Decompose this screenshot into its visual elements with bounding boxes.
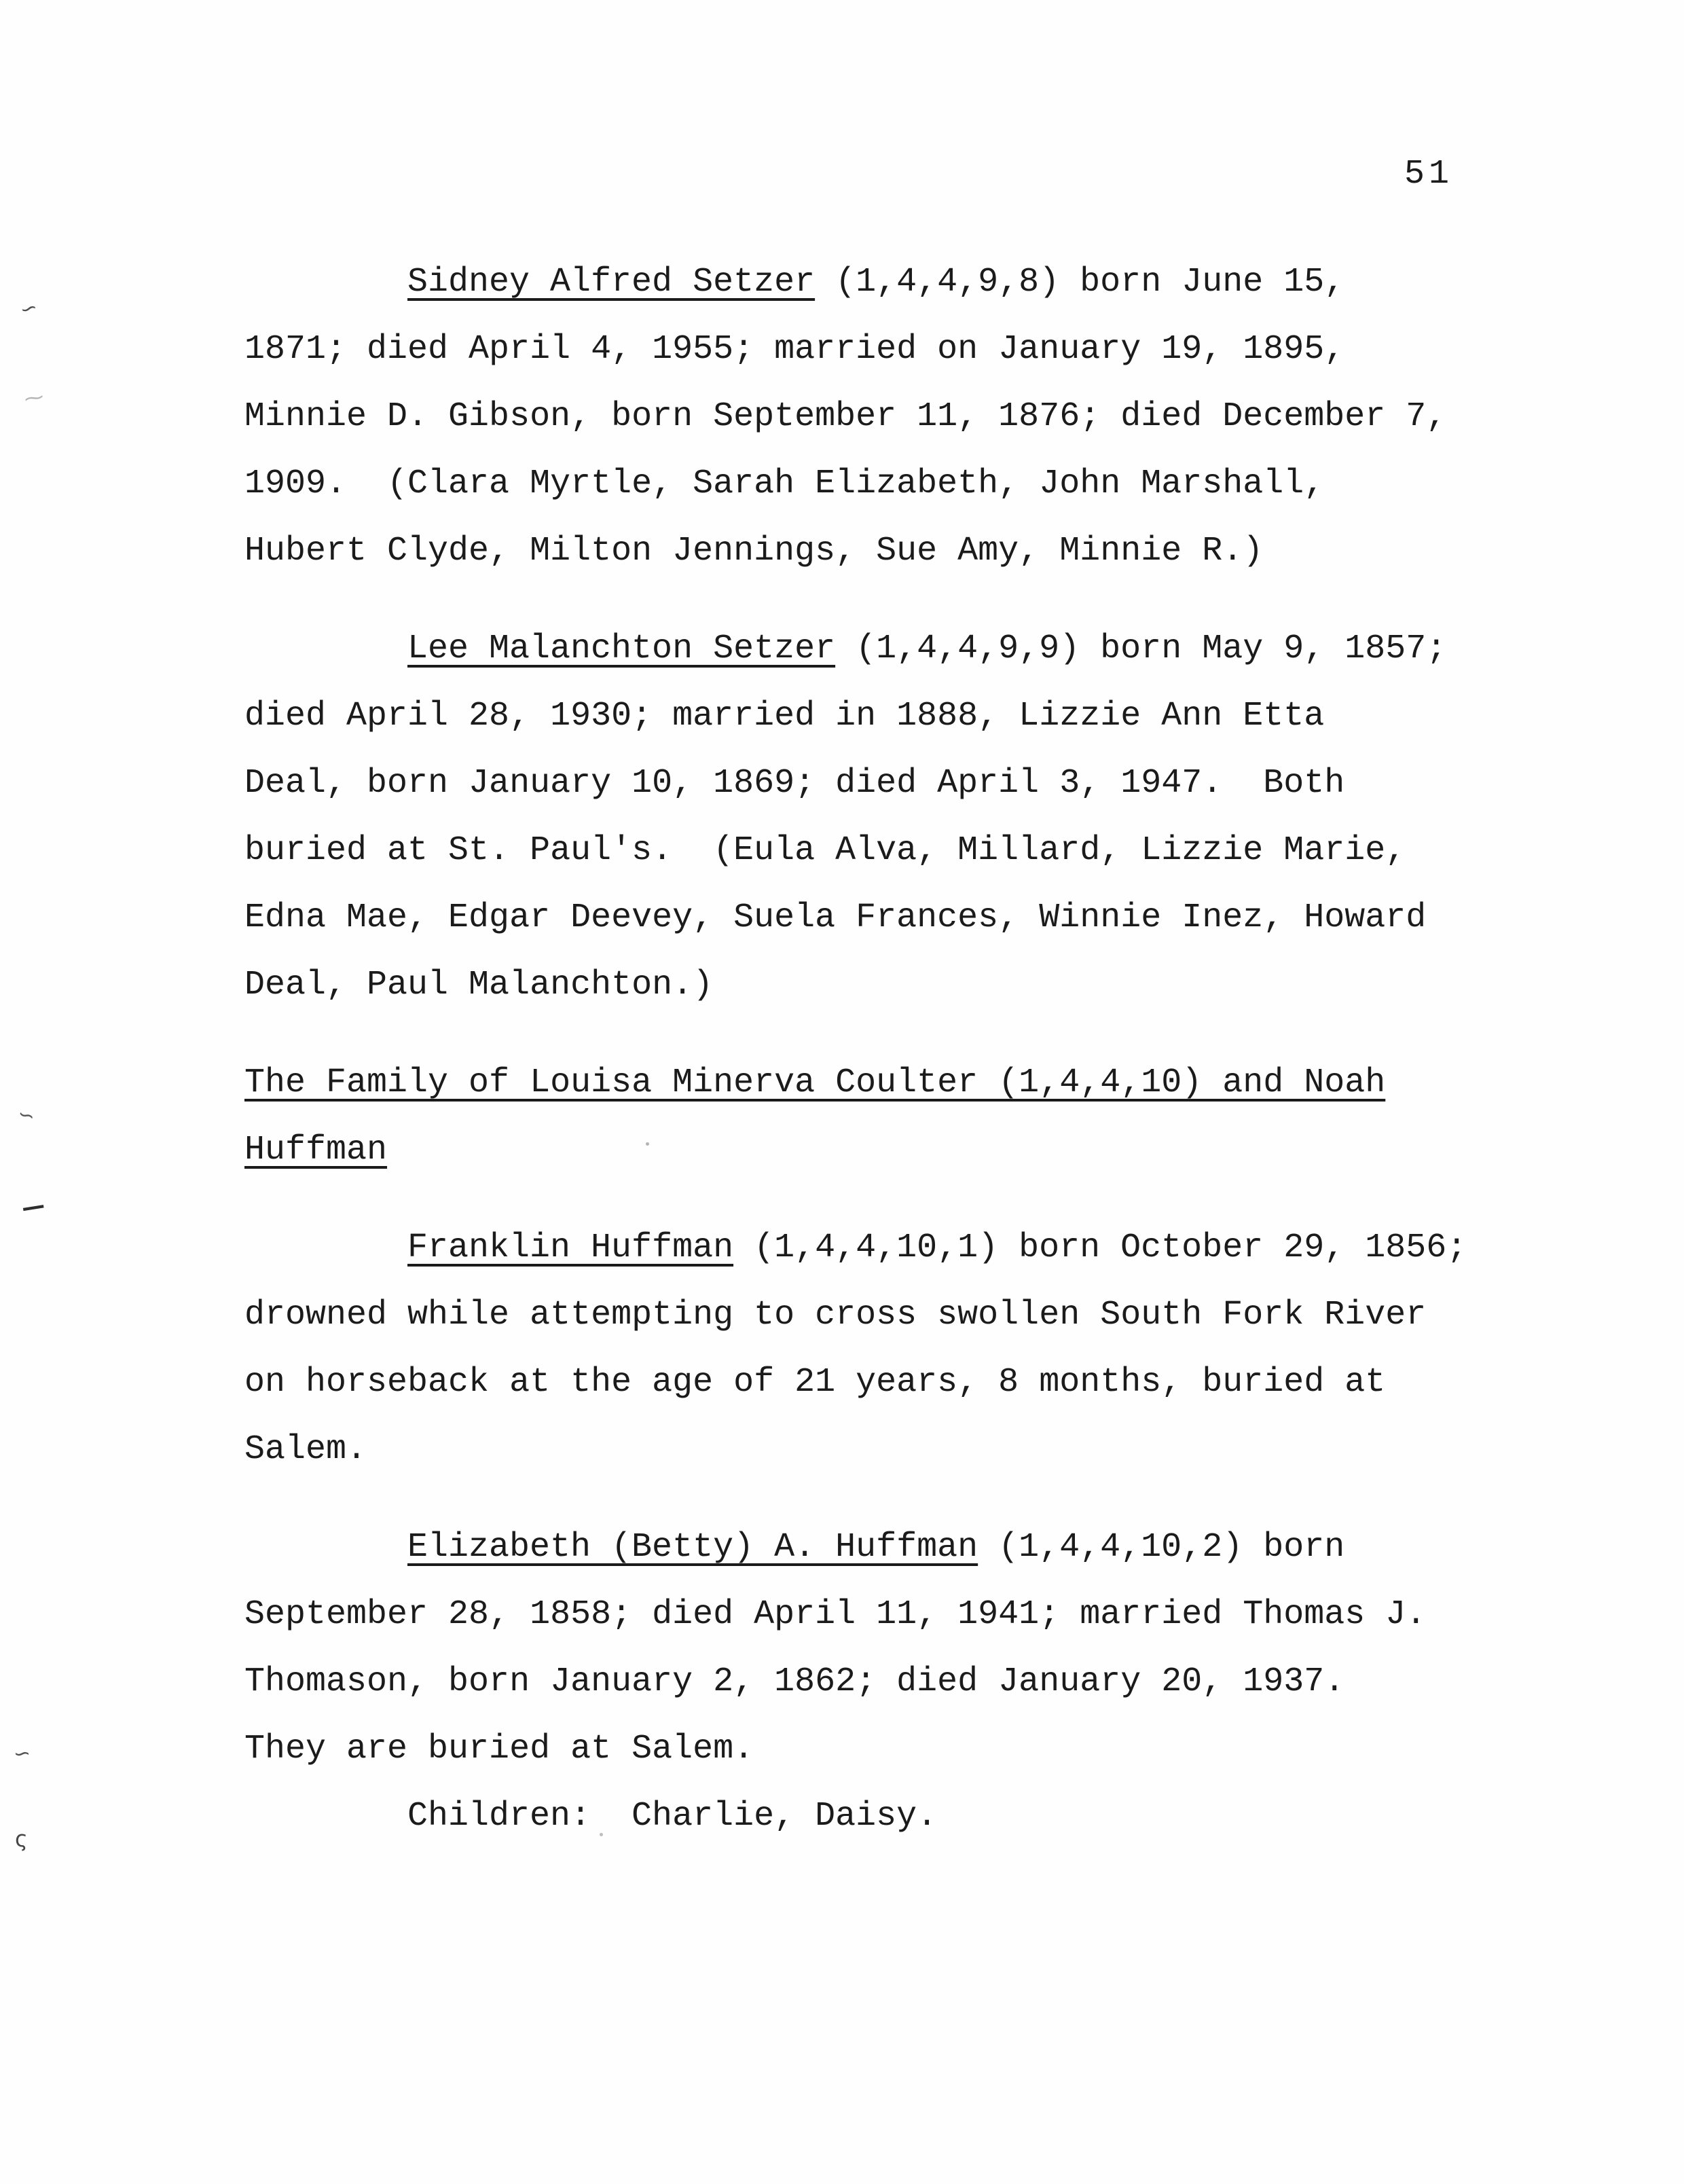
text-line (244, 249, 1474, 316)
text-line (244, 1514, 1474, 1581)
line-text: (1,4,4,10,2) born (978, 1528, 1345, 1567)
paragraph-franklin-huffman (244, 1214, 1474, 1483)
margin-pencil-mark: ∽ (15, 1102, 38, 1129)
family-section-heading (244, 1049, 1474, 1184)
paragraph-lee-malanchton-setzer (244, 615, 1474, 1019)
person-name: Sidney Alfred Setzer (407, 263, 816, 302)
paragraph-elizabeth-betty-huffman (244, 1514, 1474, 1850)
heading-text: Huffman (244, 1131, 388, 1169)
text-line: Salem. (244, 1430, 367, 1469)
text-line: 1871; died April 4, 1955; married on January 19, 1895, (244, 330, 1345, 369)
text-line (244, 615, 1474, 682)
text-line: Thomason, born January 2, 1862; died January 20, 1937. (244, 1662, 1345, 1701)
margin-pencil-mark: ∽ (17, 294, 41, 323)
heading-text: The Family of Louisa Minerva Coulter (1,4,4,10) and Noah (244, 1063, 1386, 1102)
text-line: drowned while attempting to cross swollen South Fork River (244, 1296, 1427, 1334)
text-line: Deal, born January 10, 1869; died April 3, 1947. Both (244, 764, 1345, 803)
line-text: (1,4,4,10,1) born October 29, 1856; (733, 1228, 1467, 1267)
text-line: September 28, 1858; died April 11, 1941; married Thomas J. (244, 1595, 1427, 1634)
text-line: They are buried at Salem. (244, 1730, 754, 1768)
heading-line (244, 1116, 1474, 1184)
paragraph-sidney-alfred-setzer (244, 249, 1474, 585)
genealogy-content (244, 249, 1474, 1850)
text-line: Deal, Paul Malanchton.) (244, 966, 714, 1004)
person-name: Lee Malanchton Setzer (407, 630, 836, 668)
page-number: 51 (1404, 155, 1454, 194)
text-line: on horseback at the age of 21 years, 8 months, buried at (244, 1363, 1386, 1402)
children-line: Children: Charlie, Daisy. (407, 1797, 938, 1836)
text-line: buried at St. Paul's. (Eula Alva, Millard, Lizzie Marie, (244, 831, 1406, 870)
text-line: Minnie D. Gibson, born September 11, 1876; died December 7, (244, 397, 1447, 436)
text-line: died April 28, 1930; married in 1888, Lizzie Ann Etta (244, 697, 1325, 735)
line-text: (1,4,4,9,9) born May 9, 1857; (835, 630, 1447, 668)
margin-pencil-mark: — (20, 1191, 47, 1222)
person-name: Elizabeth (Betty) A. Huffman (407, 1528, 978, 1567)
margin-pencil-mark: ∽ (12, 1741, 32, 1767)
person-name: Franklin Huffman (407, 1228, 734, 1267)
heading-line (244, 1049, 1474, 1116)
text-line: 1909. (Clara Myrtle, Sarah Elizabeth, John Marshall, (244, 465, 1325, 503)
text-line: Hubert Clyde, Milton Jennings, Sue Amy, Minnie R.) (244, 532, 1264, 570)
text-line: Edna Mae, Edgar Deevey, Suela Frances, Winnie Inez, Howard (244, 898, 1427, 937)
text-line (244, 1214, 1474, 1281)
line-text: (1,4,4,9,8) born June 15, (815, 263, 1345, 302)
margin-pencil-mark: ς (15, 1826, 28, 1852)
margin-pencil-mark: ⁓ (22, 385, 45, 410)
